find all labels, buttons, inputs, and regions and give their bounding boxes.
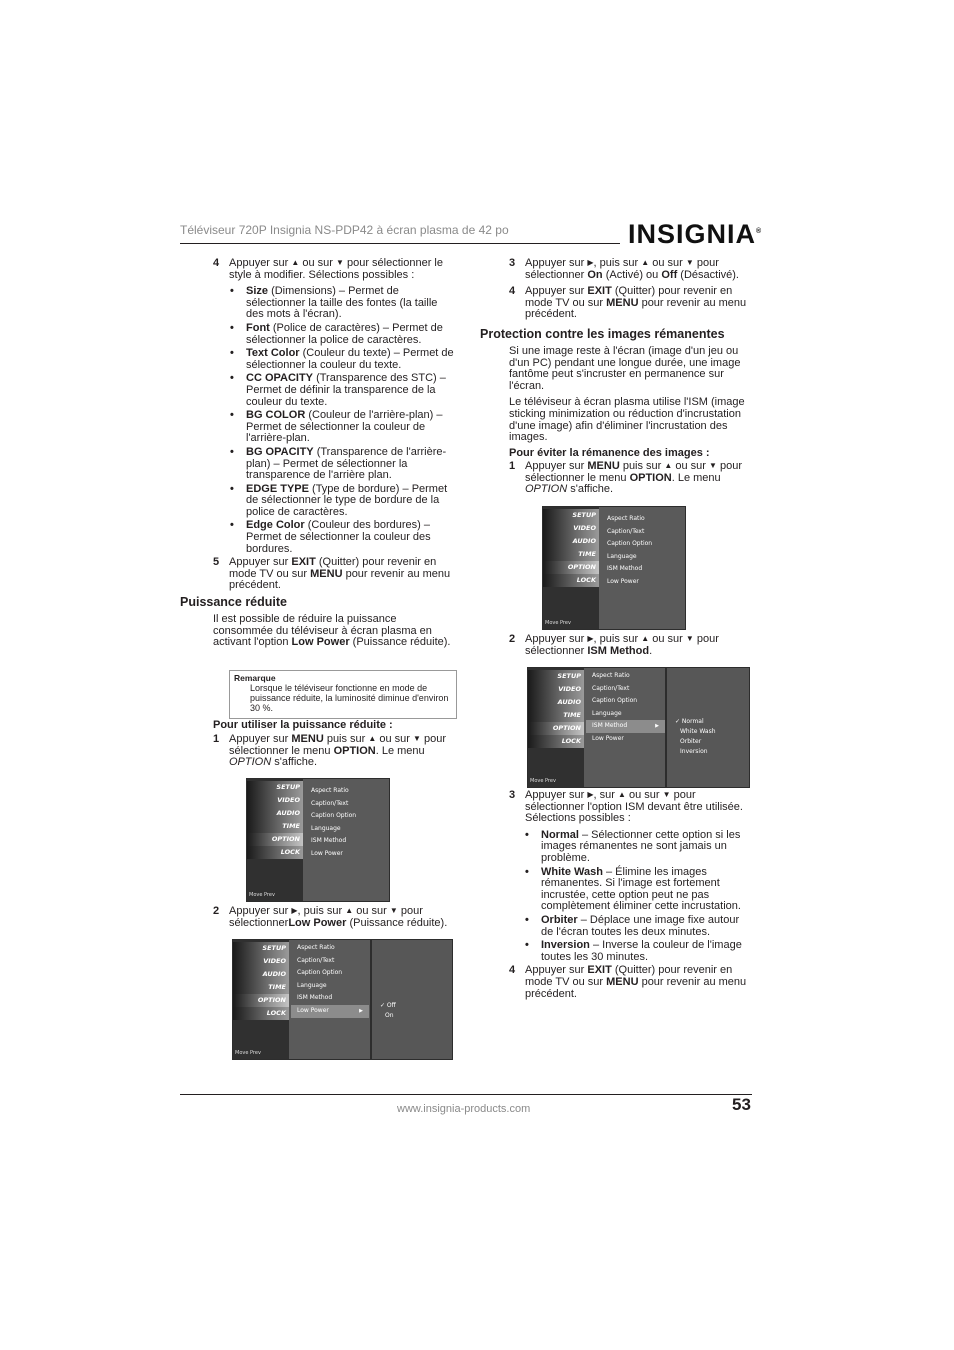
osd-item: Caption/Text — [311, 799, 349, 807]
step-3: 3 Appuyer sur ▶, puis sur ▲ ou sur ▼ pour sélectionner On (Activé) ou Off (Désactivé). — [509, 257, 739, 281]
right-column-bottom — [509, 790, 753, 1004]
osd-category: VIDEO — [233, 955, 289, 968]
osd-option: ✓ Off — [380, 1002, 396, 1009]
page-number: 53 — [732, 1095, 751, 1114]
osd-option: Inversion — [680, 748, 708, 755]
osd-category: SETUP — [233, 942, 289, 955]
osd-item: Caption Option — [592, 697, 638, 705]
osd-category: VIDEO — [543, 522, 599, 535]
osd-item-list — [305, 785, 389, 861]
osd-item: Language — [592, 709, 622, 717]
up-arrow-icon: ▲ — [291, 258, 300, 267]
osd-category-selected: OPTION — [528, 722, 584, 735]
osd-category: LOCK — [543, 574, 599, 587]
osd-category-selected: OPTION — [543, 561, 599, 574]
osd-category: AUDIO — [543, 535, 599, 548]
ism-options-list — [509, 830, 753, 964]
step-1-right: 1 Appuyer sur MENU puis sur ▲ ou sur ▼ pour sélectionner le menu OPTION. Le menu OPTION s'affiche. — [509, 460, 743, 496]
osd-submenu — [370, 940, 452, 1059]
list-item: • Text Color (Couleur du texte) – Permet de sélectionner la couleur du texte. — [230, 348, 457, 371]
header-rule — [180, 243, 620, 244]
down-arrow-icon: ▼ — [685, 258, 694, 267]
list-item: • BG COLOR (Couleur de l'arrière-plan) – Permet de sélectionner la couleur de l'arrière-plan. — [230, 410, 457, 445]
osd-category: LOCK — [247, 846, 303, 859]
step-2-right: 2 Appuyer sur ▶, puis sur ▲ ou sur ▼ pour sélectionner ISM Method. — [509, 633, 719, 657]
up-arrow-icon: ▲ — [664, 461, 673, 470]
osd-category-panel — [543, 507, 599, 629]
osd-item: Caption Option — [607, 540, 653, 548]
step-1-left: 1 Appuyer sur MENU puis sur ▲ ou sur ▼ pour sélectionner le menu OPTION. Le menu OPTION s'affiche. — [213, 733, 447, 769]
osd-item: Low Power — [607, 577, 639, 585]
down-arrow-icon: ▼ — [389, 906, 398, 915]
osd-footer: Move Prev — [545, 620, 571, 626]
paragraph: Le téléviseur à écran plasma utilise l'ISM (image sticking minimization ou réduction d'incrustation d'une image) afin d'éliminer l'incrustation des images. — [509, 396, 745, 444]
up-arrow-icon: ▲ — [368, 734, 377, 743]
step-3-right: 3 Appuyer sur ▶, sur ▲ ou sur ▼ pour sélectionner l'option ISM devant être utilisée. Sélections possibles : — [509, 789, 743, 825]
osd-option-menu-screenshot — [246, 778, 390, 902]
list-item: • Normal – Sélectionner cette option si les images rémanentes ne sont jamais un problème. — [525, 830, 753, 865]
down-arrow-icon: ▼ — [413, 734, 421, 743]
osd-item: Caption/Text — [592, 684, 630, 692]
right-arrow-icon: ▶ — [587, 258, 594, 267]
caption-style-list — [213, 286, 457, 555]
up-arrow-icon: ▲ — [641, 634, 650, 643]
list-item: • Edge Color (Couleur des bordures) – Permet de sélectionner la couleur des bordures. — [230, 520, 457, 555]
section-title-reduced-power: Puissance réduite — [180, 595, 287, 609]
image-retention-text — [509, 346, 749, 444]
osd-item: ISM Method — [297, 994, 333, 1002]
osd-ism-method-screenshot — [527, 667, 750, 788]
osd-item: Aspect Ratio — [311, 787, 349, 794]
osd-category: LOCK — [233, 1007, 289, 1020]
osd-item: Caption Option — [311, 812, 357, 820]
osd-category-panel — [233, 940, 289, 1059]
section-title-image-retention: Protection contre les images rémanentes — [480, 327, 725, 341]
osd-category: AUDIO — [247, 807, 303, 820]
osd-category: TIME — [247, 820, 303, 833]
list-item: • Inversion – Inverse la couleur de l'image toutes les 30 minutes. — [525, 940, 753, 963]
osd-item: Low Power — [311, 849, 343, 857]
osd-item: Language — [607, 552, 637, 560]
list-item: • BG OPACITY (Transparence de l'arrière-plan) – Permet de sélectionner la transparence de l'arrière plan. — [230, 447, 457, 482]
osd-low-power-screenshot — [232, 939, 453, 1060]
down-arrow-icon: ▼ — [662, 790, 671, 799]
up-arrow-icon: ▲ — [641, 258, 650, 267]
osd-category: TIME — [543, 548, 599, 561]
list-item: • Size (Dimensions) – Permet de sélectionner la taille des fontes (la taille des mots à l'écran). — [230, 286, 457, 321]
osd-item: Language — [297, 981, 327, 989]
footer-url: www.insignia-products.com — [397, 1103, 531, 1115]
osd-item: Low Power — [592, 734, 624, 742]
osd-item-list — [601, 513, 685, 589]
osd-item: Aspect Ratio — [607, 515, 645, 522]
right-arrow-icon: ▶ — [291, 906, 298, 915]
right-arrow-icon: ▶ — [587, 634, 594, 643]
osd-item: Aspect Ratio — [592, 672, 630, 679]
footer-rule — [180, 1094, 752, 1095]
osd-item: Language — [311, 824, 341, 832]
osd-item-list — [291, 942, 369, 1018]
osd-item-highlighted: ISM Method ▶ — [586, 720, 665, 733]
step-4-right: 4 Appuyer sur EXIT (Quitter) pour revenir en mode TV ou sur MENU pour revenir au menu précédent. — [509, 285, 747, 321]
note-box — [229, 670, 457, 719]
osd-option-menu-screenshot — [542, 506, 686, 630]
osd-category-selected: OPTION — [247, 833, 303, 846]
left-column — [213, 258, 457, 596]
step-2-left: 2 Appuyer sur ▶, puis sur ▲ ou sur ▼ pour sélectionnerLow Power (Puissance réduite). — [213, 905, 448, 929]
osd-category: VIDEO — [528, 683, 584, 696]
osd-item: Caption/Text — [297, 956, 335, 964]
down-arrow-icon: ▼ — [709, 461, 717, 470]
up-arrow-icon: ▲ — [345, 906, 354, 915]
page-header-title: Téléviseur 720P Insignia NS-PDP42 à écran plasma de 42 po — [180, 223, 509, 237]
osd-item-list — [586, 670, 665, 746]
osd-item: Aspect Ratio — [297, 944, 335, 951]
down-arrow-icon: ▼ — [685, 634, 694, 643]
osd-footer: Move Prev — [249, 892, 275, 898]
osd-item: Caption/Text — [607, 527, 645, 535]
osd-category: TIME — [528, 709, 584, 722]
osd-option: White Wash — [680, 728, 716, 735]
osd-category-panel — [528, 668, 584, 787]
osd-option: On — [385, 1012, 394, 1019]
osd-category-selected: OPTION — [233, 994, 289, 1007]
osd-category: AUDIO — [233, 968, 289, 981]
osd-footer: Move Prev — [530, 778, 556, 784]
step-4-right-final: 4 Appuyer sur EXIT (Quitter) pour revenir en mode TV ou sur MENU pour revenir au menu précédent. — [509, 964, 747, 1000]
list-item: • Orbiter – Déplace une image fixe autour de l'écran toutes les deux minutes. — [525, 915, 753, 938]
reduced-power-paragraph: Il est possible de réduire la puissance consommée du téléviseur à écran plasma en activant l'option Low Power (Puissance réduite). — [213, 613, 451, 649]
osd-item: ISM Method — [311, 837, 347, 845]
osd-category: SETUP — [543, 509, 599, 522]
subheading-use-reduced-power: Pour utiliser la puissance réduite : — [213, 719, 393, 731]
right-arrow-icon: ▶ — [587, 790, 594, 799]
osd-category: SETUP — [528, 670, 584, 683]
list-item: • Font (Police de caractères) – Permet de sélectionner la police de caractères. — [230, 323, 457, 346]
list-item: • CC OPACITY (Transparence des STC) – Permet de définir la transparence de la couleur du texte. — [230, 373, 457, 408]
osd-category: LOCK — [528, 735, 584, 748]
list-item: • EDGE TYPE (Type de bordure) – Permet de sélectionner le type de bordure de la police de caractères. — [230, 484, 457, 519]
up-arrow-icon: ▲ — [618, 790, 626, 799]
down-arrow-icon: ▼ — [336, 258, 344, 267]
osd-option: Orbiter — [680, 738, 702, 745]
osd-submenu — [665, 668, 749, 787]
osd-category: SETUP — [247, 781, 303, 794]
paragraph: Si une image reste à l'écran (image d'un jeu ou d'un PC) pendant une longue durée, une image fantôme peut s'incruster en permanence sur l'écran. — [509, 345, 741, 392]
subheading-avoid-retention: Pour éviter la rémanence des images : — [509, 447, 710, 459]
osd-category-panel — [247, 779, 303, 901]
osd-footer: Move Prev — [235, 1050, 261, 1056]
osd-item: Caption Option — [297, 969, 343, 977]
note-text: Lorsque le téléviseur fonctionne en mode de puissance réduite, la luminosité diminue d'environ 30 %. — [250, 683, 449, 713]
step-5: 5 Appuyer sur EXIT (Quitter) pour revenir en mode TV ou sur MENU pour revenir au menu précédent. — [213, 556, 451, 592]
osd-item-highlighted: Low Power ▶ — [291, 1005, 369, 1018]
osd-option: ✓ Normal — [675, 718, 704, 725]
osd-item: ISM Method — [607, 565, 643, 573]
osd-category: AUDIO — [528, 696, 584, 709]
right-column-top — [509, 258, 753, 325]
note-label: Remarque — [234, 673, 276, 683]
osd-category: TIME — [233, 981, 289, 994]
list-item: • White Wash – Élimine les images rémanentes. Si l'image est fortement incrustée, cette option peut ne pas complètement éliminer cette incrustation. — [525, 867, 753, 913]
insignia-logo: INSIGNIA® — [628, 219, 763, 249]
step-4: 4 Appuyer sur ▲ ou sur ▼ pour sélectionner le style à modifier. Sélections possibles : — [213, 257, 443, 281]
osd-category: VIDEO — [247, 794, 303, 807]
